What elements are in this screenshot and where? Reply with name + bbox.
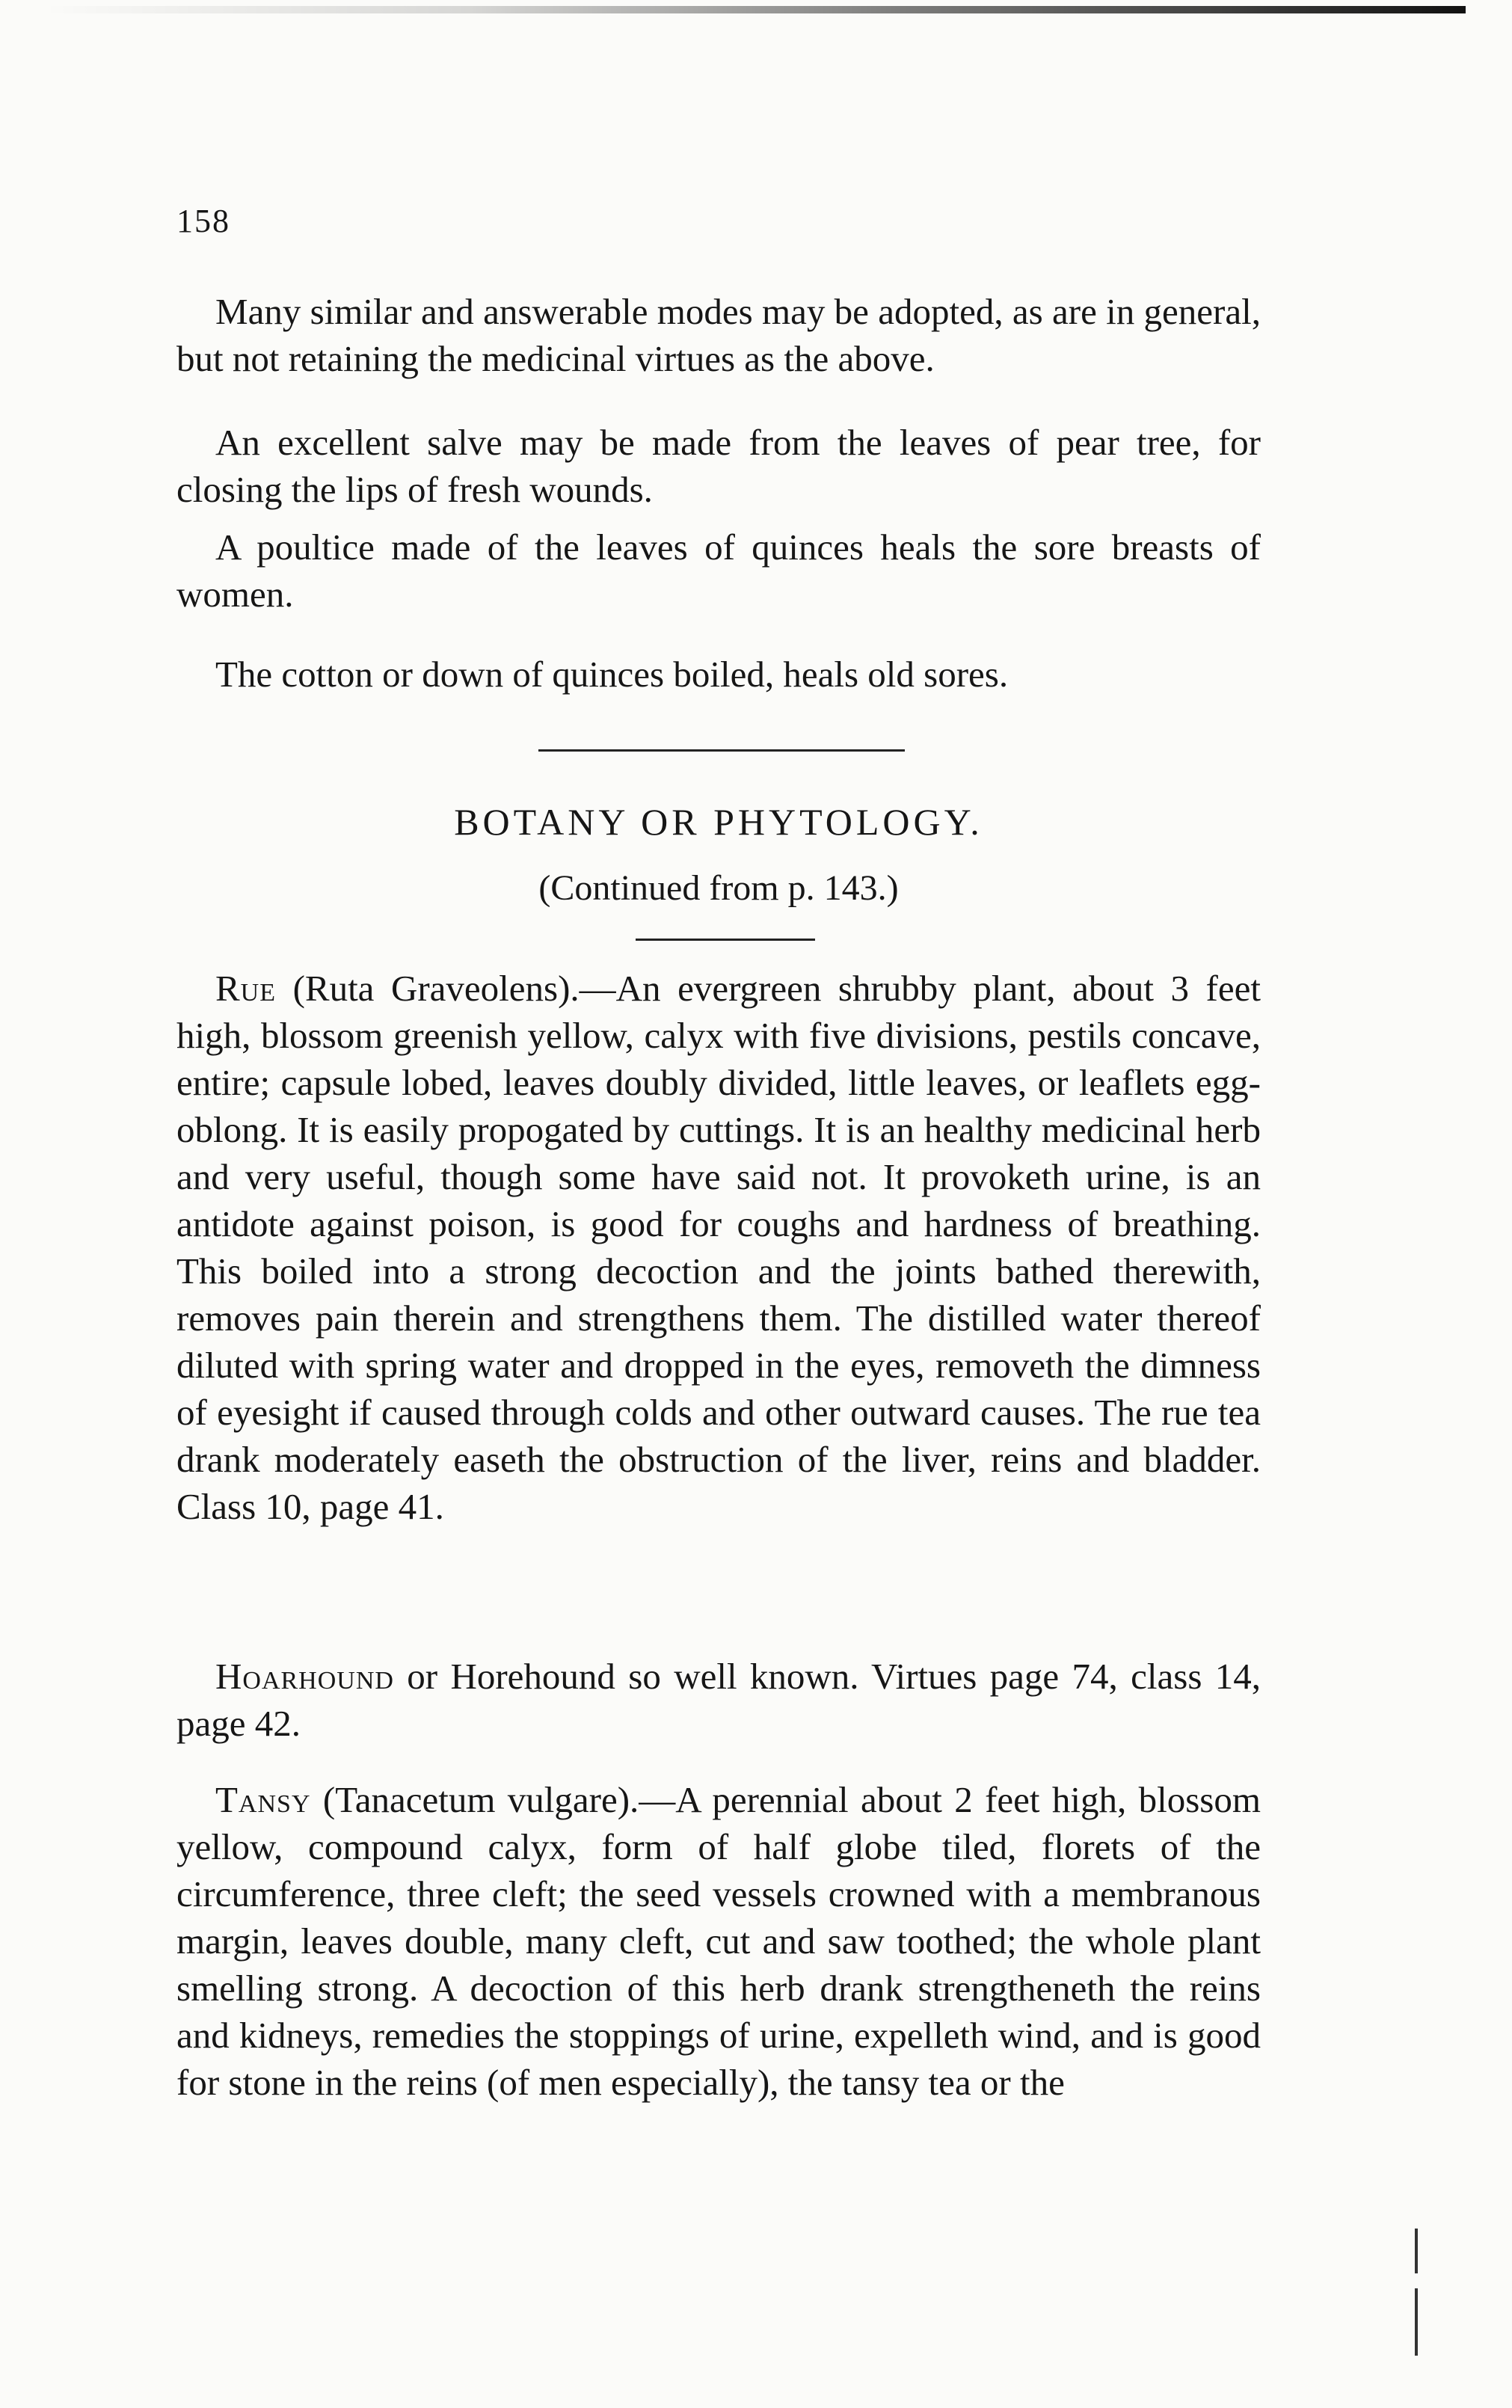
top-edge-rule — [45, 6, 1466, 13]
paragraph-quince-cotton: The cotton or down of quinces boiled, heals old sores. — [215, 654, 1009, 695]
paragraph-quince-poultice: A poultice made of the leaves of quinces heals the sore breasts of women. — [176, 526, 1261, 615]
entry-rue — [176, 965, 1261, 1530]
margin-mark — [1415, 2229, 1418, 2273]
entry-tansy-text: (Tanacetum vulgare).—A perennial about 2 feet high, blossom yellow, compound calyx, form of half globe tiled, florets of the circumference, three cleft; the seed vessels crowned with a membranous margin, leaves double, many cleft, cut and saw toothed; the whole plant smelling strong. A decoction of this herb drank strengtheneth the reins and kidneys, remedies the stoppings of urine, expelleth wind, and is good for stone in the reins (of men especially), the tansy tea or the — [176, 1779, 1261, 2103]
paragraph-modes: Many similar and answerable modes may be adopted, as are in general, but not retaining the medicinal virtues as the above. — [176, 291, 1261, 379]
section-rule-bottom — [636, 939, 815, 941]
entry-rue-name: Rue — [215, 968, 277, 1009]
section-rule-top — [538, 749, 905, 752]
page-number: 158 — [176, 203, 230, 239]
entry-rue-text: (Ruta Graveolens).—An evergreen shrubby plant, about 3 feet high, blossom greenish yellow, calyx with five divisions, pestils concave, entire; capsule lobed, leaves doubly divided, little leaves, or leaflets egg-oblong. It is easily propogated by cuttings. It is an healthy medicinal herb and very useful, though some have said not. It provoketh urine, is an antidote against poison, is good for coughs and hardness of breathing. This boiled into a strong decoction and the joints bathed therewith, removes pain therein and strengthens them. The distilled water thereof diluted with spring water and dropped in the eyes, removeth the dimness of eyesight if caused through colds and other outward causes. The rue tea drank moderately easeth the obstruction of the liver, reins and bladder. Class 10, page 41. — [176, 968, 1261, 1527]
section-continued-note: (Continued from p. 143.) — [538, 868, 899, 908]
entry-tansy-name: Tansy — [215, 1779, 311, 1820]
entry-tansy — [176, 1776, 1261, 2106]
entry-hoarhound — [176, 1653, 1261, 1747]
entry-hoarhound-text: or Horehound so well known. Virtues page 74, class 14, page 42. — [176, 1656, 1261, 1744]
section-title: BOTANY OR PHYTOLOGY. — [454, 801, 983, 843]
paragraph-pear-salve: An excellent salve may be made from the leaves of pear tree, for closing the lips of fresh wounds. — [176, 422, 1261, 510]
entry-hoarhound-name: Hoarhound — [215, 1656, 394, 1697]
margin-mark — [1415, 2288, 1418, 2356]
